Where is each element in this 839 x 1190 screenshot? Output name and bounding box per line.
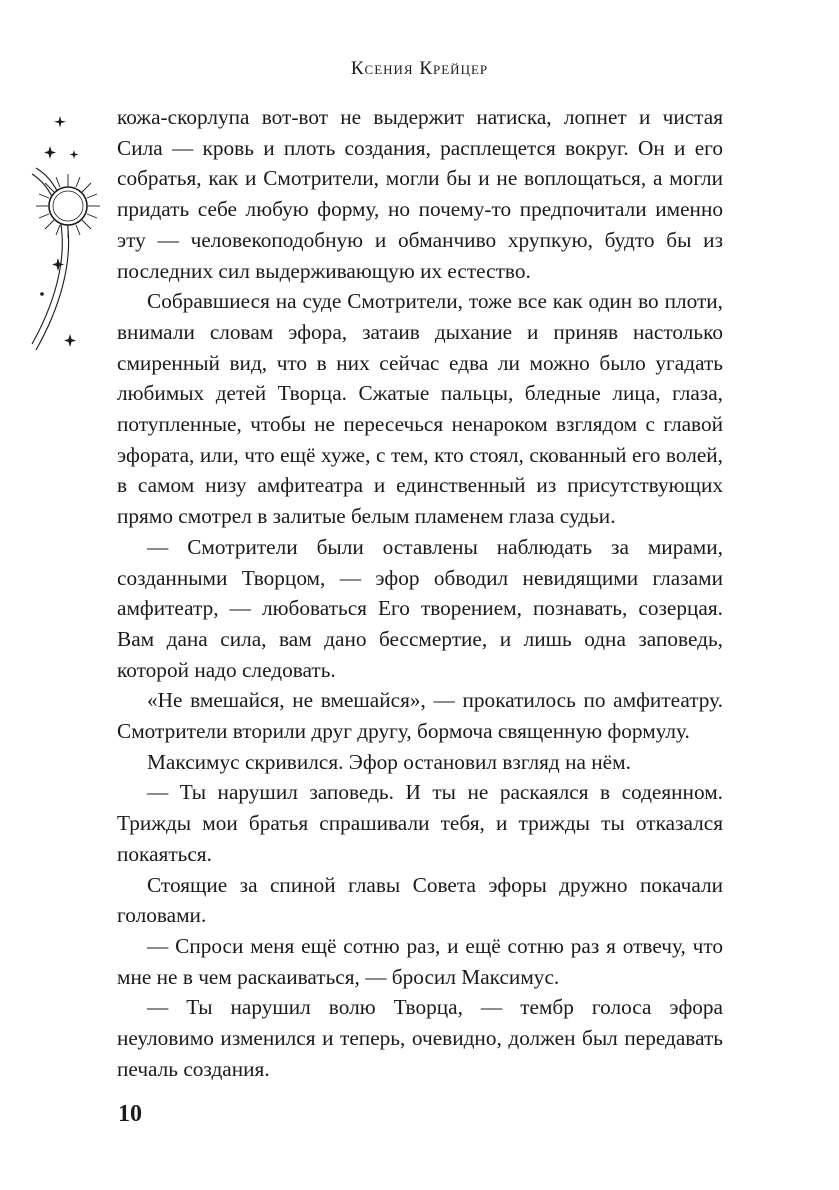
- paragraph: Максимус скривился. Эфор остановил взгляд на нём.: [147, 749, 631, 774]
- page-number: 10: [118, 1101, 142, 1127]
- body-text: [117, 102, 723, 1085]
- paragraph: — Смотрители были оставлены наблюдать за мирами, созданными Творцом, — эфор обводил невидящими глазами амфитеатр, — любоваться Его творением, познавать, созерцая. Вам дана сила, вам дано бессмертие, и лишь одна заповедь, которой надо следовать.: [117, 534, 723, 682]
- paragraph: — Спроси меня ещё сотню раз, и ещё сотню раз я отвечу, что мне не в чем раскаиваться, — бросил Максимус.: [117, 933, 723, 989]
- running-title: Ксения Крейцер: [350, 58, 489, 79]
- paragraph: «Не вмешайся, не вмешайся», — прокатилось по амфитеатру. Смотрители вторили друг другу, бормоча священную формулу.: [117, 688, 723, 744]
- paragraph: — Ты нарушил заповедь. И ты не раскаялся в содеянном. Трижды мои братья спрашивали тебя, и трижды ты отказался покаяться.: [117, 780, 723, 866]
- paragraph: кожа-скорлупа вот-вот не выдержит натиска, лопнет и чистая Сила — кровь и плоть создания, расплещется вокруг. Он и его собратья, как и Смотрители, могли бы и не воплощаться, а могли придать себе любую форму, но почему-то предпочитали именно эту — человекоподобную и обманчиво хрупкую, будто бы из последних сил выдерживающую их естество.: [117, 105, 723, 283]
- paragraph: — Ты нарушил волю Творца, — тембр голоса эфора неуловимо изменился и теперь, очевидно, должен был передавать печаль создания.: [117, 995, 723, 1081]
- sun-orbit-stars-icon: [30, 108, 102, 358]
- paragraph: Стоящие за спиной главы Совета эфоры дружно покачали головами.: [117, 872, 723, 928]
- paragraph: Собравшиеся на суде Смотрители, тоже все как один во плоти, внимали словам эфора, затаив дыхание и приняв настолько смиренный вид, что в них сейчас едва ли можно было угадать любимых детей Творца. Сжатые пальцы, бледные лица, глаза, потупленные, чтобы не пересечься ненароком взглядом с главой эфората, или, что ещё хуже, с тем, кто стоял, скованный его волей, в самом низу амфитеатра и единственный из присутствующих прямо смотрел в залитые белым пламенем глаза судьи.: [117, 289, 723, 529]
